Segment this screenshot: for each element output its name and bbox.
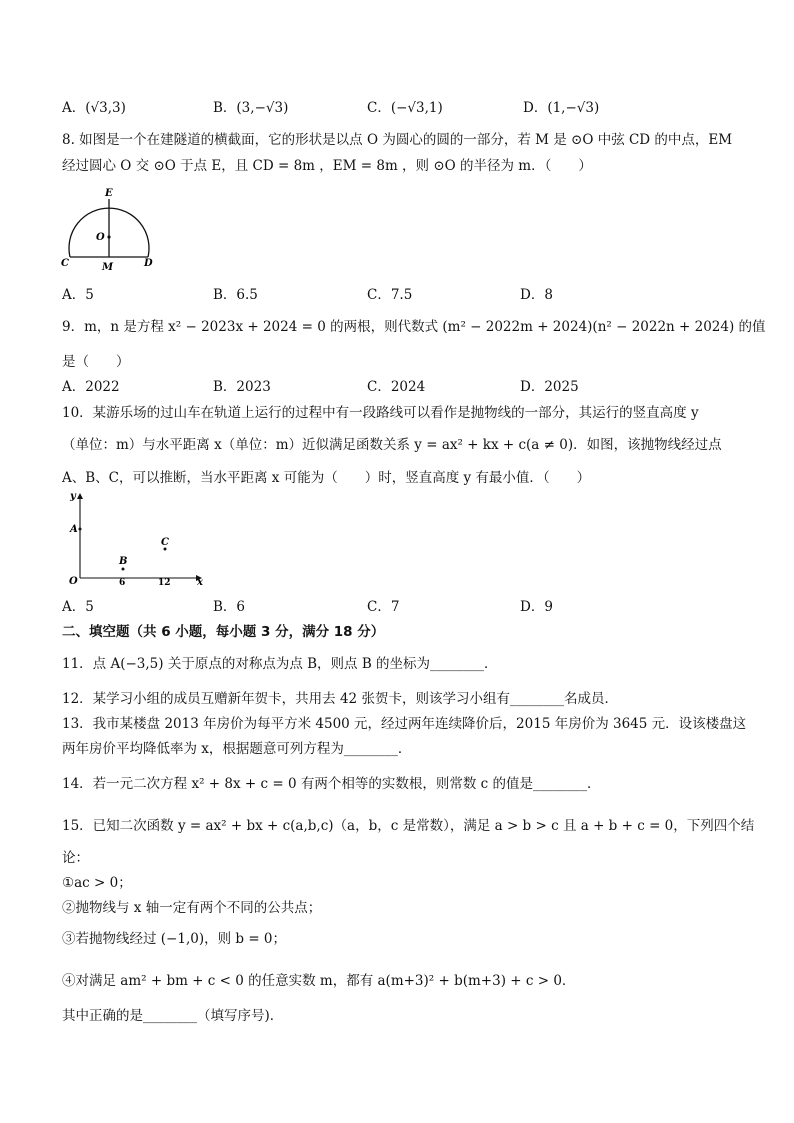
q8-stem-line1: 8. 如图是一个在建隧道的横截面，它的形状是以点 O 为圆心的圆的一部分，若 M 是 ⊙O 中弦 CD 的中点，EM	[62, 132, 733, 148]
point-a	[79, 528, 82, 531]
q8-option-c: C．7.5	[367, 287, 413, 303]
q14-stem: 14．若一元二次方程 x² + 8x + c = 0 有两个相等的实数根，则常数 c 的值是________．	[62, 776, 601, 792]
q11-stem: 11．点 A(−3,5) 关于原点的对称点为点 B，则点 B 的坐标为________．	[62, 656, 498, 672]
q15-stem-line1: 15．已知二次函数 y = ax² + bx + c(a,b,c)（a，b，c 是常数），满足 a > b > c 且 a + b + c = 0，下列四个结	[62, 818, 755, 834]
q7-option-d: D．(1,−√3)	[523, 100, 600, 116]
label-a: A	[70, 524, 78, 535]
q13-stem-line2: 两年房价平均降低率为 x，根据题意可列方程为________．	[62, 741, 412, 757]
q15-answer-line: 其中正确的是________（填写序号)．	[62, 1008, 284, 1024]
q10-option-a: A．5	[62, 599, 94, 615]
center-point	[107, 235, 110, 238]
q13-stem-line1: 13．我市某楼盘 2013 年房价为每平方米 4500 元，经过两年连续降价后，2015 年房价为 3645 元．设该楼盘这	[62, 716, 747, 732]
q10-stem-line3: A、B、C，可以推断，当水平距离 x 可能为（ ）时，竖直高度 y 有最小值．（ ）	[62, 470, 591, 486]
q7-option-a: A．(√3,3)	[62, 100, 126, 116]
q15-conclusion-1: ①ac > 0；	[62, 875, 132, 891]
y-axis-arrow	[77, 493, 83, 499]
q10-stem-line1: 10．某游乐场的过山车在轨道上运行的过程中有一段路线可以看作是抛物线的一部分，其运行的竖直高度 y	[62, 405, 699, 421]
label-b: B	[119, 556, 128, 567]
q8-option-d: D．8	[520, 287, 553, 303]
q10-coordinate-figure	[60, 488, 208, 588]
q8-option-b: B．6.5	[213, 287, 258, 303]
tick-6: 6	[119, 578, 126, 588]
q15-stem-line2: 论：	[62, 850, 89, 866]
q15-conclusion-3: ③若抛物线经过 (−1,0)，则 b = 0；	[62, 931, 287, 947]
section-fill-in-title: 二、填空题（共 6 小题，每小题 3 分，满分 18 分）	[62, 624, 385, 640]
q10-stem-line2: （单位：m）与水平距离 x（单位：m）近似满足函数关系 y = ax² + kx + c(a ≠ 0)．如图，该抛物线经过点	[62, 437, 722, 453]
q9-option-a: A．2022	[62, 379, 120, 395]
point-b	[122, 568, 125, 571]
label-o: O	[96, 232, 105, 243]
q10-option-b: B．6	[213, 599, 246, 615]
label-y: y	[70, 491, 76, 502]
q15-conclusion-4: ④对满足 am² + bm + c < 0 的任意实数 m，都有 a(m+3)² + b(m+3) + c > 0．	[62, 973, 576, 989]
label-origin: O	[69, 576, 78, 587]
q7-option-c: C．(−√3,1)	[367, 100, 443, 116]
q8-stem-line2: 经过圆心 O 交 ⊙O 于点 E，且 CD = 8m ，EM = 8m ，则 ⊙O 的半径为 m．（ ）	[62, 158, 592, 174]
q9-stem-line1: 9．m，n 是方程 x² − 2023x + 2024 = 0 的两根，则代数式 (m² − 2022m + 2024)(n² − 2022n + 2024) 的值	[62, 319, 766, 335]
label-x: x	[197, 577, 203, 588]
q15-conclusion-2: ②抛物线与 x 轴一定有两个不同的公共点；	[62, 900, 322, 916]
q9-stem-line2: 是（ ）	[62, 354, 130, 370]
q9-option-b: B．2023	[213, 379, 271, 395]
label-d: D	[144, 258, 153, 269]
label-e: E	[105, 188, 113, 199]
q7-option-b: B．(3,−√3)	[213, 100, 289, 116]
q9-option-c: C．2024	[367, 379, 426, 395]
q10-option-c: C．7	[367, 599, 400, 615]
q12-stem: 12．某学习小组的成员互赠新年贺卡，共用去 42 张贺卡，则该学习小组有________名成员．	[62, 691, 618, 707]
tick-12: 12	[158, 578, 171, 588]
q8-option-a: A．5	[62, 287, 94, 303]
q10-option-d: D．9	[520, 599, 553, 615]
label-m: M	[102, 262, 114, 273]
label-c: C	[61, 258, 69, 269]
q8-tunnel-figure	[60, 184, 160, 276]
label-c: C	[161, 537, 169, 548]
q9-option-d: D．2025	[520, 379, 579, 395]
